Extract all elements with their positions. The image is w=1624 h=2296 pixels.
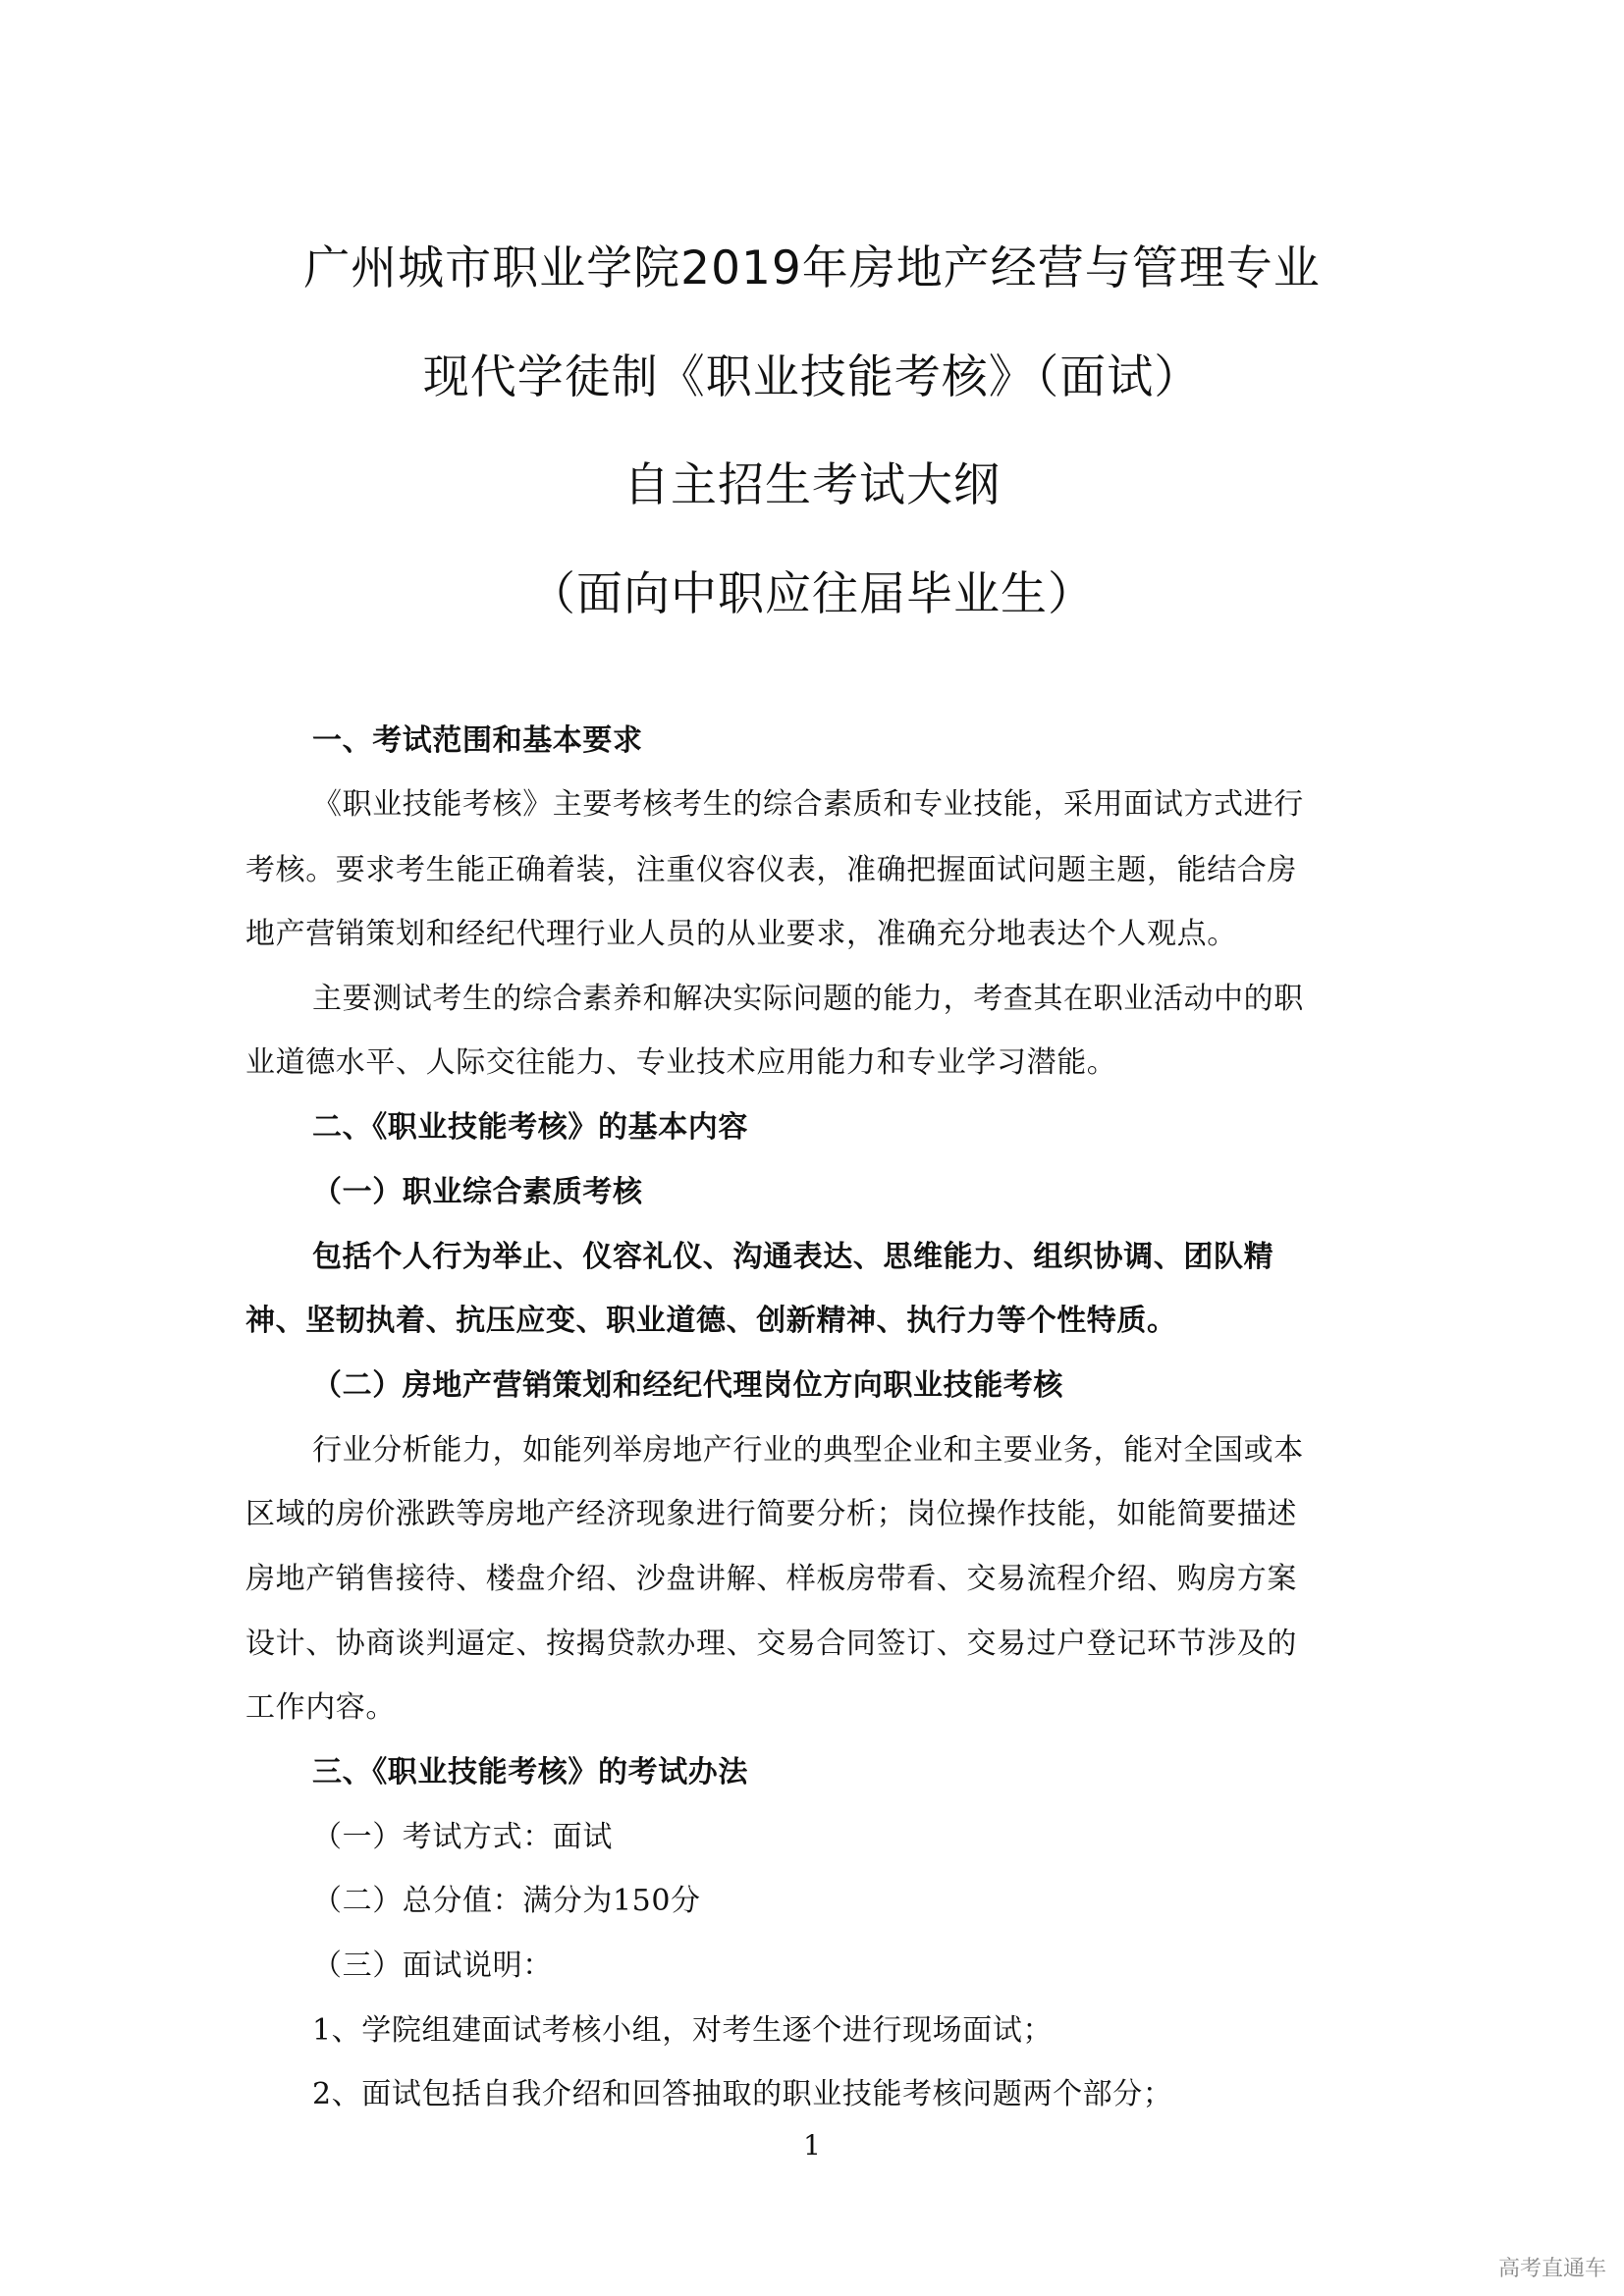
paragraph-line: 区域的房价涨跌等房地产经济现象进行简要分析；岗位操作技能，如能简要描述 xyxy=(245,1497,1297,1531)
subsection-heading: （二）房地产营销策划和经纪代理岗位方向职业技能考核 xyxy=(312,1368,1063,1403)
paragraph-line: 行业分析能力，如能列举房地产行业的典型企业和主要业务，能对全国或本 xyxy=(312,1433,1304,1468)
section-heading-2: 二、《职业技能考核》的基本内容 xyxy=(312,1110,748,1145)
section-heading-1: 一、考试范围和基本要求 xyxy=(312,723,643,758)
paragraph-line: 考核。要求考生能正确着装，注重仪容仪表，准确把握面试问题主题，能结合房 xyxy=(245,853,1297,887)
watermark: 高考直通车 xyxy=(1497,2257,1606,2281)
title-line-4: （面向中职应往届毕业生） xyxy=(529,567,1095,621)
paragraph-line: 神、坚韧执着、抗压应变、职业道德、创新精神、执行力等个性特质。 xyxy=(245,1304,1177,1338)
section-heading-3: 三、《职业技能考核》的考试办法 xyxy=(312,1755,748,1789)
paragraph-line: 《职业技能考核》主要考核考生的综合素质和专业技能，采用面试方式进行 xyxy=(312,787,1304,822)
list-item: （一）考试方式：面试 xyxy=(312,1820,613,1854)
paragraph-line: 业道德水平、人际交往能力、专业技术应用能力和专业学习潜能。 xyxy=(245,1045,1117,1080)
paragraph-line: 设计、协商谈判逼定、按揭贷款办理、交易合同签订、交易过户登记环节涉及的 xyxy=(245,1627,1297,1661)
title-line-3: 自主招生考试大纲 xyxy=(623,458,1001,512)
title-line-2: 现代学徒制《职业技能考核》（面试） xyxy=(422,350,1202,404)
paragraph-line: 主要测试考生的综合素养和解决实际问题的能力，考查其在职业活动中的职 xyxy=(312,982,1304,1016)
paragraph-line: 地产营销策划和经纪代理行业人员的从业要求，准确充分地表达个人观点。 xyxy=(245,917,1237,951)
paragraph-line: 工作内容。 xyxy=(245,1690,396,1725)
paragraph-line: 房地产销售接待、楼盘介绍、沙盘讲解、样板房带看、交易流程介绍、购房方案 xyxy=(245,1562,1297,1596)
list-item: （三）面试说明： xyxy=(312,1949,553,1983)
title-line-1: 广州城市职业学院2019年房地产经营与管理专业 xyxy=(303,241,1321,295)
list-item: （二）总分值：满分为150分 xyxy=(312,1884,701,1918)
page-number: 1 xyxy=(803,2129,821,2162)
paragraph-line: 包括个人行为举止、仪容礼仪、沟通表达、思维能力、组织协调、团队精 xyxy=(312,1240,1274,1274)
list-item: 2、面试包括自我介绍和回答抽取的职业技能考核问题两个部分； xyxy=(312,2077,1173,2111)
list-item: 1、学院组建面试考核小组，对考生逐个进行现场面试； xyxy=(312,2013,1054,2048)
subsection-heading: （一）职业综合素质考核 xyxy=(312,1175,643,1209)
